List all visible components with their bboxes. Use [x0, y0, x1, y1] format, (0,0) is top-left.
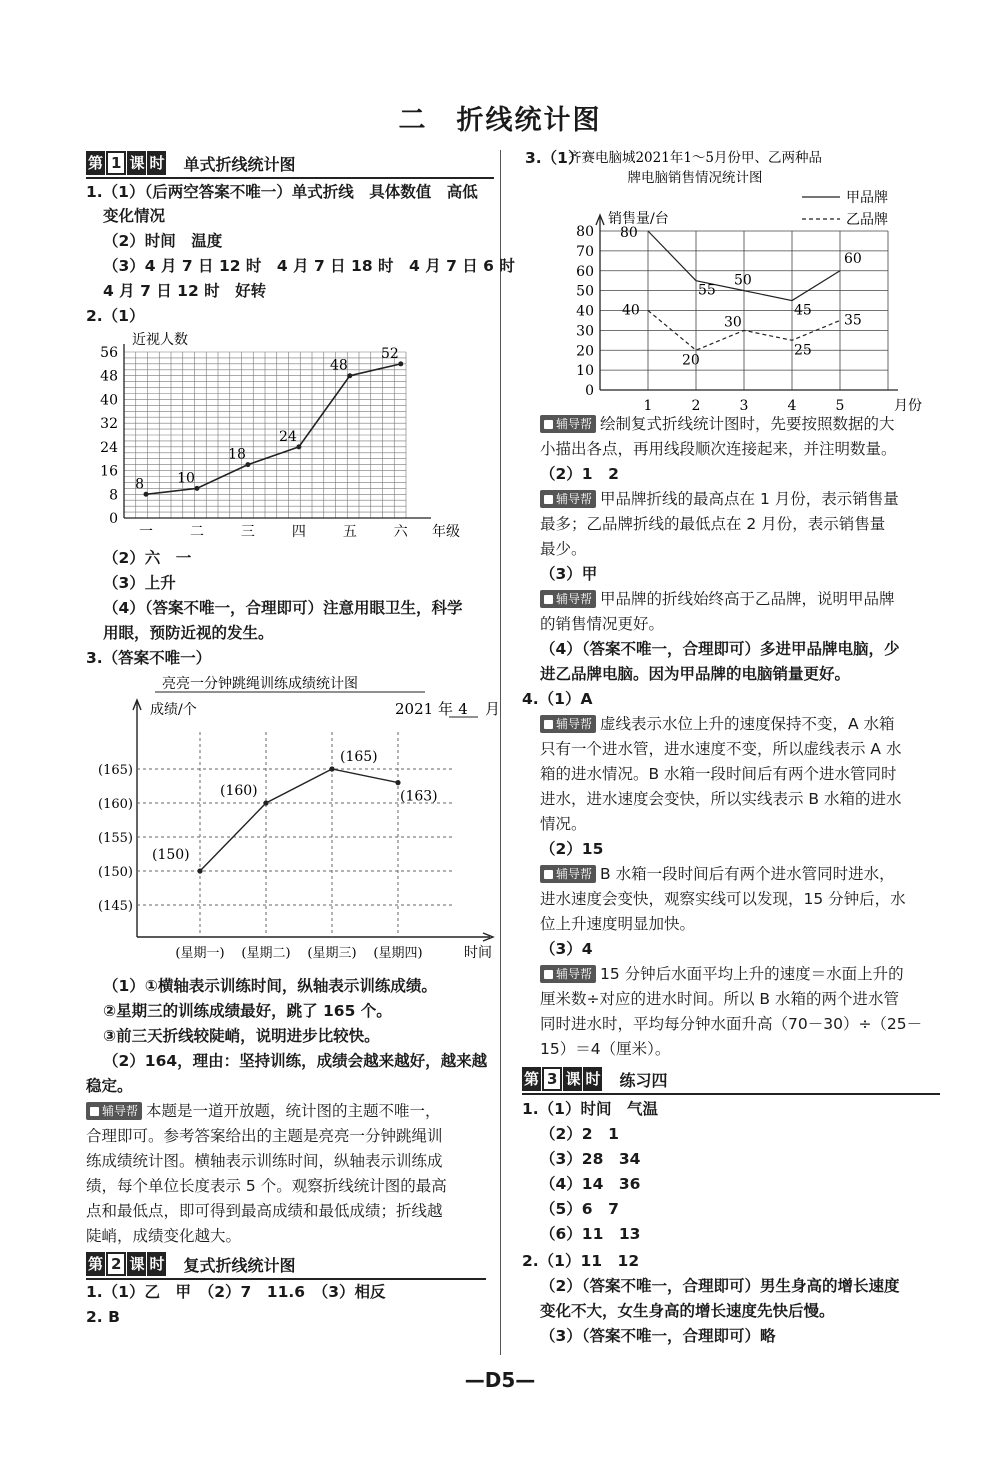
- y-tick-label: 60: [576, 263, 594, 280]
- answer-line: 1.（1）（后两空答案不唯一）单式折线 具体数值 高低: [86, 183, 478, 201]
- data-label: 52: [380, 345, 399, 362]
- x-tick-label: 一: [139, 524, 153, 540]
- y-tick-label: 56: [100, 345, 118, 361]
- data-label: 10: [177, 470, 195, 487]
- data-point: [329, 766, 334, 771]
- y-tick-label: 48: [100, 368, 118, 385]
- lesson-underline: [86, 1278, 486, 1280]
- y-tick-label: 40: [576, 303, 594, 320]
- x-tick-label: 五: [342, 524, 357, 540]
- data-point: [398, 361, 403, 366]
- lesson-underline: [86, 177, 494, 179]
- y-tick-label: 50: [576, 283, 594, 300]
- helper-line: 练成绩统计图。横轴表示训练时间，纵轴表示训练成: [86, 1152, 443, 1170]
- answer-line: 变化不大，女生身高的增长速度先快后慢。: [540, 1302, 835, 1320]
- data-label: 30: [724, 314, 742, 331]
- answer-line: （3）4: [540, 940, 593, 958]
- data-label: 18: [228, 446, 246, 463]
- answer-line: （1）①横轴表示训练时间，纵轴表示训练成绩。: [103, 977, 437, 995]
- lesson-badge: [86, 151, 167, 175]
- helper-badge: 辅导帮: [540, 865, 596, 883]
- badge-char: 课: [127, 1252, 146, 1276]
- y-tick-label: 8: [109, 487, 118, 504]
- y-tick-label: 80: [576, 224, 594, 240]
- answer-line: 变化情况: [103, 207, 166, 225]
- helper-note: 辅导帮 本题是一道开放题，统计图的主题不唯一，: [86, 1101, 441, 1121]
- helper-line: 的销售情况更好。: [540, 615, 665, 633]
- book-icon: [544, 495, 553, 504]
- legend-label: 甲品牌: [846, 190, 888, 206]
- book-icon: [544, 870, 553, 879]
- answer-line: ②星期三的训练成绩最好，跳了 165 个。: [103, 1002, 392, 1020]
- x-tick-label: 5: [835, 398, 845, 414]
- helper-line: 合理即可。参考答案给出的主题是亮亮一分钟跳绳训: [86, 1127, 443, 1145]
- x-tick-label: (星期三): [307, 946, 357, 961]
- badge-char: 第: [86, 1252, 105, 1276]
- helper-badge: 辅导帮: [540, 490, 596, 508]
- badge-char: 时: [147, 1252, 166, 1276]
- answer-line: （2）时间 温度: [103, 232, 223, 250]
- y-tick-label: 20: [576, 343, 594, 360]
- x-tick-label: 4: [787, 398, 797, 414]
- answer-line: 2. B: [86, 1308, 120, 1326]
- chart-title-line1: 齐赛电脑城2021年1～5月份甲、乙两种品: [567, 150, 823, 166]
- data-point: [194, 486, 199, 491]
- helper-badge: 辅导帮: [86, 1102, 142, 1120]
- y-axis-label: 销售量/台: [608, 211, 669, 227]
- x-axis-label: 时间: [464, 945, 492, 961]
- data-label: 24: [279, 428, 297, 445]
- badge-number: 3: [542, 1067, 562, 1091]
- data-label: 48: [330, 357, 348, 374]
- data-point: [245, 462, 250, 467]
- helper-line: 只有一个进水管，进水速度不变，所以虚线表示 A 水: [540, 740, 902, 758]
- x-tick-label: (星期四): [373, 946, 423, 961]
- helper-note: 辅导帮 甲品牌的折线始终高于乙品牌，说明甲品牌: [540, 589, 895, 609]
- badge-char: 时: [583, 1067, 602, 1091]
- badge-number: 2: [106, 1252, 126, 1276]
- data-label: 35: [844, 312, 862, 329]
- y-tick-label: 0: [109, 511, 118, 527]
- badge-char: 课: [563, 1067, 582, 1091]
- data-label: 80: [620, 225, 638, 241]
- data-label: (160): [220, 783, 258, 799]
- answer-line: （2）六 一: [103, 549, 192, 567]
- lesson-title: 复式折线统计图: [183, 1255, 296, 1275]
- answer-line: 2.（1）: [86, 307, 145, 325]
- answer-line: （5）6 7: [540, 1200, 619, 1218]
- x-axis-label: 年级: [432, 524, 460, 540]
- lesson-badge: [86, 1252, 167, 1276]
- data-point: [296, 444, 301, 449]
- data-label: 20: [682, 352, 700, 369]
- answer-line: ③前三天折线较陡峭，说明进步比较快。: [103, 1027, 380, 1045]
- data-label: 45: [794, 302, 812, 319]
- y-tick-label: (155): [98, 831, 133, 846]
- computer-sales-chart: [540, 146, 940, 414]
- helper-line: 最多；乙品牌折线的最低点在 2 月份，表示销售量: [540, 515, 886, 533]
- helper-line: 最少。: [540, 540, 587, 558]
- y-tick-label: 0: [585, 383, 594, 399]
- legend-label: 乙品牌: [846, 212, 888, 228]
- data-point: [395, 780, 400, 785]
- data-label: 55: [698, 282, 716, 299]
- helper-line: 进水速度会变快，观察实线可以发现，15 分钟后，水: [540, 890, 906, 908]
- helper-line: 厘米数÷对应的进水时间。所以 B 水箱的两个进水管: [540, 990, 899, 1008]
- badge-char: 第: [522, 1067, 541, 1091]
- chart-title-line2: 牌电脑销售情况统计图: [627, 170, 763, 186]
- book-icon: [544, 420, 553, 429]
- helper-line: 箱的进水情况。B 水箱一段时间后有两个进水管同时: [540, 765, 897, 783]
- lesson-2-header: [86, 1251, 296, 1277]
- data-point: [263, 800, 268, 805]
- data-label: 60: [844, 250, 862, 267]
- answer-line: （3）甲: [540, 565, 598, 583]
- answer-line: 4 月 7 日 12 时 好转: [103, 282, 267, 300]
- lesson-badge: [522, 1067, 603, 1091]
- helper-note: 辅导帮 甲品牌折线的最高点在 1 月份，表示销售量: [540, 489, 899, 509]
- x-tick-label: 二: [189, 524, 204, 540]
- answer-line: （2）15: [540, 840, 604, 858]
- y-tick-label: 40: [100, 392, 118, 409]
- data-point: [197, 868, 202, 873]
- x-tick-label: (星期二): [241, 946, 291, 961]
- column-divider: [500, 150, 501, 1355]
- x-tick-label: 3: [739, 398, 749, 414]
- answer-line: 用眼，预防近视的发生。: [103, 624, 274, 642]
- helper-note: 辅导帮 绘制复式折线统计图时，先要按照数据的大: [540, 414, 895, 434]
- badge-char: 第: [86, 151, 105, 175]
- y-tick-label: 70: [576, 243, 594, 260]
- book-icon: [90, 1107, 99, 1116]
- chart-title: 亮亮一分钟跳绳训练成绩统计图: [162, 676, 358, 692]
- rope-skipping-chart: [95, 672, 501, 970]
- helper-line: 绩，每个单位长度表示 5 个。观察折线统计图的最高: [86, 1177, 447, 1195]
- data-label: 50: [734, 272, 752, 289]
- y-tick-label: (150): [98, 865, 133, 880]
- y-tick-label: 30: [576, 323, 594, 340]
- data-point: [347, 373, 352, 378]
- helper-badge: 辅导帮: [540, 965, 596, 983]
- helper-note: 辅导帮 B 水箱一段时间后有两个进水管同时进水，: [540, 864, 895, 884]
- y-tick-label: (160): [98, 797, 133, 812]
- x-tick-label: 2: [691, 398, 701, 414]
- date-month: 4: [458, 700, 468, 718]
- answer-line: （4）（答案不唯一，合理即可）多进甲品牌电脑，少: [540, 640, 900, 658]
- helper-line: 陡峭，成绩变化越大。: [86, 1227, 242, 1245]
- answer-line: （4）14 36: [540, 1175, 641, 1193]
- y-tick-label: 16: [100, 463, 118, 480]
- answer-line: 1.（1）乙 甲 （2）7 11.6 （3）相反: [86, 1283, 386, 1301]
- answer-line: 3.（答案不唯一）: [86, 649, 212, 667]
- data-point: [144, 492, 149, 497]
- data-label: 8: [135, 476, 144, 493]
- page-title: 二 折线统计图: [398, 105, 602, 136]
- page-number: —D5—: [464, 1368, 536, 1392]
- lesson-underline: [522, 1093, 940, 1095]
- x-tick-label: 三: [240, 524, 255, 540]
- answer-line: 3.（1）: [525, 149, 584, 167]
- y-tick-label: 32: [100, 416, 118, 433]
- answer-line: 4.（1）A: [522, 690, 593, 708]
- answer-line: （2）1 2: [540, 465, 619, 483]
- x-tick-label: 六: [393, 524, 408, 540]
- data-label: 25: [794, 342, 812, 359]
- answer-line: （2）2 1: [540, 1125, 619, 1143]
- helper-line: 进水，进水速度会变快，所以实线表示 B 水箱的进水: [540, 790, 902, 808]
- helper-line: 情况。: [540, 815, 587, 833]
- lesson-title: 单式折线统计图: [183, 154, 296, 174]
- y-axis-label: 近视人数: [132, 332, 188, 348]
- helper-note: 辅导帮 虚线表示水位上升的速度保持不变，A 水箱: [540, 714, 895, 734]
- helper-line: 点和最低点，即可得到最高成绩和最低成绩；折线越: [86, 1202, 443, 1220]
- date-suffix: 月: [485, 700, 501, 718]
- answer-line: （3）上升: [103, 574, 176, 592]
- data-label: (150): [152, 847, 190, 863]
- data-label: 40: [622, 302, 640, 319]
- badge-number: 1: [106, 151, 126, 175]
- answer-line: 稳定。: [86, 1077, 133, 1095]
- answer-line: 2.（1）11 12: [522, 1252, 640, 1270]
- helper-note: 辅导帮 15 分钟后水面平均上升的速度＝水面上升的: [540, 964, 904, 984]
- lesson-3-header: [522, 1066, 668, 1092]
- y-tick-label: (145): [98, 899, 133, 914]
- x-tick-label: 1: [643, 398, 653, 414]
- helper-line: 位上升速度明显加快。: [540, 915, 696, 933]
- y-tick-label: 10: [576, 363, 594, 380]
- book-icon: [544, 720, 553, 729]
- y-tick-label: (165): [98, 763, 133, 778]
- x-tick-label: 四: [291, 524, 306, 540]
- data-label: (163): [400, 788, 438, 805]
- lesson-title: 练习四: [619, 1070, 668, 1090]
- answer-line: （2）164，理由：坚持训练，成绩会越来越好，越来越: [103, 1052, 488, 1070]
- answer-line: （3）28 34: [540, 1150, 641, 1168]
- answer-line: （3）4 月 7 日 12 时 4 月 7 日 18 时 4 月 7 日 6 时: [103, 257, 515, 275]
- book-icon: [544, 970, 553, 979]
- helper-line: 同时进水时，平均每分钟水面升高（70－30）÷（25－: [540, 1015, 923, 1033]
- answer-line: 1.（1）时间 气温: [522, 1100, 658, 1118]
- book-icon: [544, 595, 553, 604]
- answer-line: （3）（答案不唯一，合理即可）略: [540, 1327, 776, 1345]
- badge-char: 时: [147, 151, 166, 175]
- helper-line: 小描出各点，再用线段顺次连接起来，并注明数量。: [540, 440, 897, 458]
- data-label: (165): [340, 749, 378, 765]
- y-tick-label: 24: [100, 439, 118, 456]
- answer-line: （6）11 13: [540, 1225, 641, 1243]
- y-axis-label: 成绩/个: [150, 702, 197, 718]
- helper-badge: 辅导帮: [540, 415, 596, 433]
- answer-line: （2）（答案不唯一，合理即可）男生身高的增长速度: [540, 1277, 900, 1295]
- lesson-1-header: [86, 150, 296, 176]
- x-tick-label: (星期一): [175, 946, 225, 961]
- myopia-chart: [86, 328, 466, 540]
- badge-char: 课: [127, 151, 146, 175]
- helper-badge: 辅导帮: [540, 590, 596, 608]
- helper-line: 15）＝4（厘米）。: [540, 1040, 671, 1058]
- date-prefix: 2021 年: [395, 700, 453, 718]
- answer-line: 进乙品牌电脑。因为甲品牌的电脑销量更好。: [540, 665, 851, 683]
- x-axis-label: 月份: [894, 398, 922, 414]
- answer-line: （4）（答案不唯一，合理即可）注意用眼卫生，科学: [103, 599, 463, 617]
- helper-badge: 辅导帮: [540, 715, 596, 733]
